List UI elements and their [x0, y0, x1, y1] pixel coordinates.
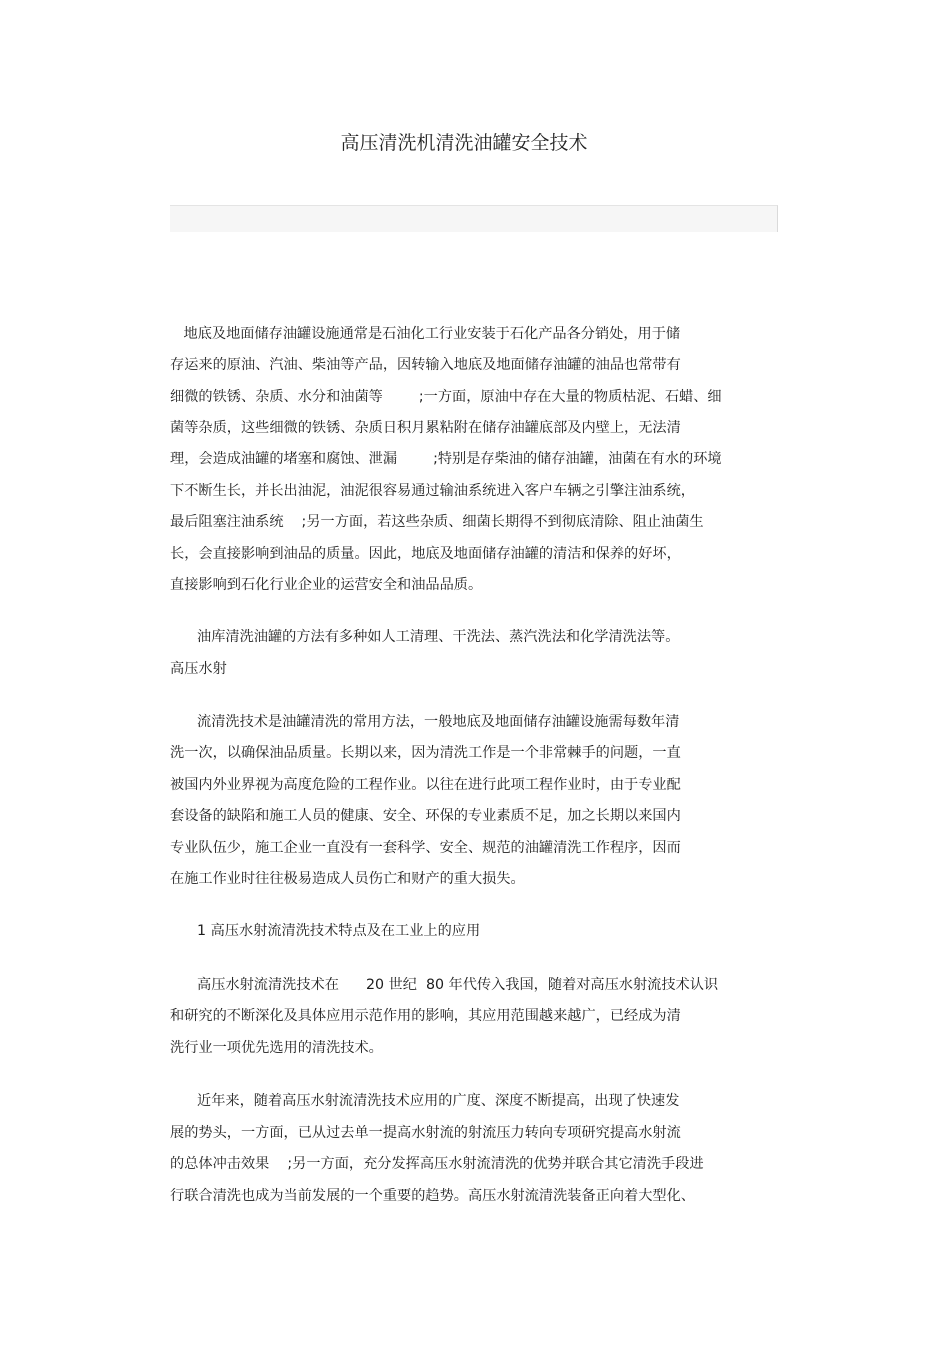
- text-line: 直接影响到石化行业企业的运营安全和油品品质。: [170, 577, 483, 593]
- text-line: 展的势头，一方面，已从过去单一提高水射流的射流压力转向专项研究提高水射流: [170, 1125, 681, 1141]
- text-line: 洗行业一项优先选用的清洗技术。: [170, 1040, 383, 1056]
- text-line: 菌等杂质，这些细微的铁锈、杂质日积月累粘附在储存油罐底部及内壁上，无法清: [170, 420, 681, 436]
- section-heading: 1 高压水射流清洗技术特点及在工业上的应用: [170, 923, 481, 939]
- text-line: 被国内外业界视为高度危险的工程作业。以往在进行此项工程作业时，由于专业配: [170, 777, 681, 793]
- text-line: 地底及地面储存油罐设施通常是石油化工行业安装于石化产品各分销处，用于储: [170, 326, 681, 342]
- text-line: 油库清洗油罐的方法有多种如人工清理、干洗法、蒸汽洗法和化学清洗法等。: [170, 629, 680, 645]
- text-line: 存运来的原油、汽油、柴油等产品，因转输入地底及地面储存油罐的油品也常带有: [170, 357, 681, 373]
- text-line: 长，会直接影响到油品的质量。因此，地底及地面储存油罐的清洁和保养的好坏，: [170, 546, 681, 562]
- text-line: 下不断生长，并长出油泥，油泥很容易通过输油系统进入客户车辆之引擎注油系统，: [170, 483, 695, 499]
- text-line: 的总体冲击效果 ;另一方面，充分发挥高压水射流清洗的优势并联合其它清洗手段进: [170, 1156, 704, 1172]
- text-line: 套设备的缺陷和施工人员的健康、安全、环保的专业素质不足，加之长期以来国内: [170, 808, 681, 824]
- text-line: 行联合清洗也成为当前发展的一个重要的趋势。高压水射流清洗装备正向着大型化、: [170, 1188, 695, 1204]
- text-line: 高压水射流清洗技术在 20 世纪 80 年代传入我国，随着对高压水射流技术认识: [170, 977, 719, 993]
- document-title: 高压清洗机清洗油罐安全技术: [340, 132, 588, 154]
- text-line: 和研究的不断深化及具体应用示范作用的影响，其应用范围越来越广，已经成为清: [170, 1008, 681, 1024]
- text-line: 流清洗技术是油罐清洗的常用方法，一般地底及地面储存油罐设施需每数年清: [170, 714, 680, 730]
- text-line: 洗一次，以确保油品质量。长期以来，因为清洗工作是一个非常棘手的问题，一直: [170, 745, 681, 761]
- text-line: 理，会造成油罐的堵塞和腐蚀、泄漏 ;特别是存柴油的储存油罐，油菌在有水的环境: [170, 451, 722, 467]
- text-line: 在施工作业时往往极易造成人员伤亡和财产的重大损失。: [170, 871, 525, 887]
- text-line: 最后阻塞注油系统 ;另一方面，若这些杂质、细菌长期得不到彻底清除、阻止油菌生: [170, 514, 704, 530]
- text-line: 专业队伍少，施工企业一直没有一套科学、安全、规范的油罐清洗工作程序，因而: [170, 840, 681, 856]
- text-line: 高压水射: [170, 661, 227, 677]
- text-line: 近年来，随着高压水射流清洗技术应用的广度、深度不断提高，出现了快速发: [170, 1093, 680, 1109]
- banner-placeholder: [170, 205, 778, 232]
- text-line: 细微的铁锈、杂质、水分和油菌等 ;一方面，原油中存在大量的物质枯泥、石蜡、细: [170, 389, 722, 405]
